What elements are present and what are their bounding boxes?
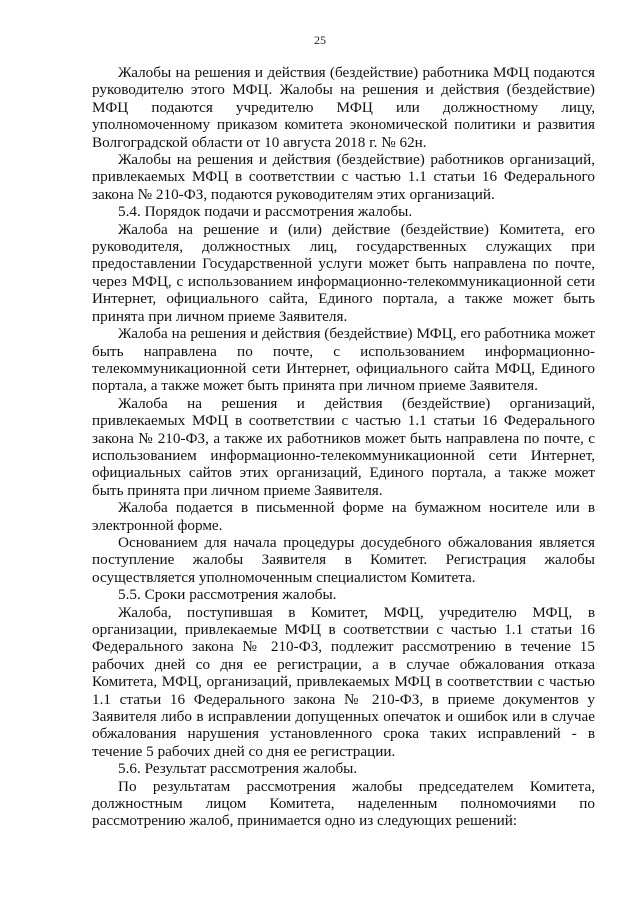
section-heading: 5.5. Сроки рассмотрения жалобы.	[118, 586, 337, 604]
paragraph: Жалоба подается в письменной форме на бумажном носителе или в электронной форме.	[92, 499, 595, 534]
paragraph: По результатам рассмотрения жалобы председателем Комитета, должностным лицом Комитета, наделенным полномочиями по рассмотрению жалоб, принимается одно из следующих решений:	[92, 777, 595, 830]
paragraph: Жалобы на решения и действия (бездействие) работников организаций, привлекаемых МФЦ в соответствии с частью 1.1 статьи 16 Федерального закона № 210-ФЗ, подаются руководителям этих организаций.	[92, 151, 595, 203]
paragraph: Жалоба на решения и действия (бездействие) организаций, привлекаемых МФЦ в соответствии с частью 1.1 статьи 16 Федерального закона № 210-ФЗ, а также их работников может быть направлена по почте, с использованием информационно-телекоммуникационной сети Интернет, официальных сайтов этих организаций, Единого портала, а также может быть принята при личном приеме Заявителя.	[92, 394, 595, 499]
section-heading: 5.6. Результат рассмотрения жалобы.	[118, 760, 358, 778]
paragraph: Жалоба на решения и действия (бездействие) МФЦ, его работника может быть направлена по почте, с использованием информационно-телекоммуникационной сети Интернет, официального сайта МФЦ, Единого портала, а также может быть принята при личном приеме Заявителя.	[92, 325, 595, 395]
page-number: 25	[314, 33, 326, 47]
section-heading: 5.4. Порядок подачи и рассмотрения жалобы.	[118, 203, 413, 221]
paragraph: Жалоба на решение и (или) действие (бездействие) Комитета, его руководителя, должностных лиц, государственных служащих при предоставлении Государственной услуги может быть направлена по почте, через МФЦ, с использованием информационно-телекоммуникационной сети Интернет, официального сайта, Единого портала, а также может быть принята при личном приеме Заявителя.	[92, 220, 595, 325]
paragraph: Жалоба, поступившая в Комитет, МФЦ, учредителю МФЦ, в организации, привлекаемые МФЦ в соответствии с частью 1.1 статьи 16 Федерального закона № 210-ФЗ, подлежит рассмотрению в течение 15 рабочих дней со дня ее регистрации, а в случае обжалования отказа Комитета, МФЦ, организаций, привлекаемых МФЦ в соответствии с частью 1.1 статьи 16 Федерального закона № 210-ФЗ, в приеме документов у Заявителя либо в исправлении допущенных опечаток и ошибок или в случае обжалования нарушения установленного срока таких исправлений - в течение 5 рабочих дней со дня ее регистрации.	[92, 603, 595, 760]
paragraph: Основанием для начала процедуры досудебного обжалования является поступление жалобы Заявителя в Комитет. Регистрация жалобы осуществляется уполномоченным специалистом Комитета.	[92, 533, 595, 586]
document-body	[92, 64, 595, 830]
paragraph: Жалобы на решения и действия (бездействие) работника МФЦ подаются руководителю этого МФЦ. Жалобы на решения и действия (бездействие) МФЦ подаются учредителю МФЦ или должностному лицу, уполномоченному приказом комитета экономической политики и развития Волгоградской области от 10 августа 2018 г. № 62н.	[92, 64, 595, 151]
